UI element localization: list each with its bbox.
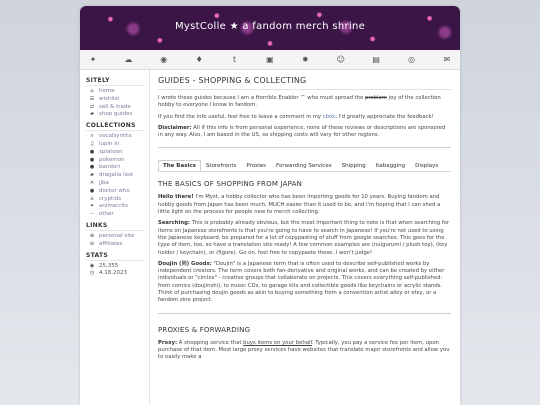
searching-paragraph xyxy=(158,220,451,256)
searching-label: Searching: xyxy=(158,220,191,227)
section-title-basics: THE BASICS OF SHOPPING FROM JAPAN xyxy=(158,180,303,189)
tab-proxies[interactable]: Proxies xyxy=(246,163,267,170)
intro-strike-text: problem xyxy=(365,95,387,101)
tab-the-basics[interactable]: The Basics xyxy=(158,160,201,171)
collection-item-icon: ♫ xyxy=(89,140,95,147)
collection-item-icon: ☠ xyxy=(89,195,95,202)
proxy-paragraph xyxy=(158,340,451,362)
collection-item-cryptids[interactable] xyxy=(86,196,149,204)
sidebar-heading-sitely: SITELY xyxy=(86,77,144,86)
intro-text-end: joy of the collection hobby to everyone I know in fandom. xyxy=(158,95,441,109)
sidebar-collections-list xyxy=(86,133,149,219)
collection-item-icon: ▰ xyxy=(90,172,94,179)
collection-item-icon: ✦ xyxy=(89,203,95,210)
link-item-label[interactable]: affiliates xyxy=(99,240,123,247)
hello-paragraph xyxy=(158,194,451,216)
collection-item-dragalia-lost[interactable] xyxy=(86,172,149,180)
main-content xyxy=(150,70,460,405)
stat-item-label: 4.18.2023 xyxy=(99,270,127,277)
collection-item-label[interactable]: vocalsynths xyxy=(99,133,132,140)
doujin-paragraph xyxy=(158,261,451,305)
feedback-text: If you find the info useful, feel free to leave a comment in my xyxy=(158,113,323,120)
sidebar-heading-collections: COLLECTIONS xyxy=(86,122,144,131)
collection-item-icon: ● xyxy=(89,148,95,155)
sidebar-item-label[interactable]: wishlist xyxy=(99,95,120,102)
collection-item-label[interactable]: dragalia lost xyxy=(99,172,134,179)
sidebar-item-icon: ⇄ xyxy=(89,103,95,110)
hello-label: Hello there! xyxy=(158,194,194,201)
section-title-proxies: PROXIES & FORWARDING xyxy=(158,325,251,334)
disclaimer-paragraph xyxy=(158,125,451,140)
stat-item-icon: ◷ xyxy=(89,270,95,277)
link-item-icon: ⊖ xyxy=(89,240,95,247)
stat-item-25-355 xyxy=(86,263,149,271)
searching-text: This is probably already obvious, but the most important thing to note is that when searching for items on Japanese storefronts is that you're going to have to search in Japanese! If you're not used to using the Japanese keyboard, be prepared for a lot of copypasting of stuff from google searches. This goes for the type of item, too, so have a translation site ready! A few common examples are (nuigurumi / plush toy), (key holder / keychain), or (figure). Go on. feel free to copypaste those, I won't judge! xyxy=(158,220,450,256)
sidebar-item-label[interactable]: home xyxy=(99,88,115,94)
hello-text: I'm Myst, a hobby collector who has been importing goods for 10 years. Buying fandom and hobby goods from Japan has been much, MUCH easier than it used to be, and I'm hoping that I can shed a little light on the process for people new to merch collecting. xyxy=(158,194,441,216)
proxy-text-end: . Typically, you pay a service fee per item, upon purchase of that item. Most large proxy services have websites that translate major storefronts and allow you to easily make a xyxy=(158,339,450,361)
proxy-label: Proxy: xyxy=(158,339,178,346)
sidebar-site-list xyxy=(86,88,149,119)
tab-itabagging[interactable]: Itabagging xyxy=(375,163,406,170)
stat-item-icon: ◉ xyxy=(89,262,95,269)
tab-forwarding-services[interactable]: Forwarding Services xyxy=(276,163,332,170)
sidebar-item-sell-trade[interactable] xyxy=(86,104,149,112)
divider xyxy=(158,313,451,314)
collection-item-animecrits[interactable] xyxy=(86,203,149,211)
ghost-icon[interactable]: ☁ xyxy=(124,54,133,64)
sidebar-links-list xyxy=(86,233,149,249)
twitter-icon[interactable]: ♦ xyxy=(195,54,203,64)
cohost-icon[interactable]: ✸ xyxy=(301,54,309,64)
collection-item-icon: ● xyxy=(89,156,95,163)
collection-item-icon: ··· xyxy=(89,211,95,218)
tab-storefronts[interactable]: Storefronts xyxy=(205,163,237,170)
collection-item-jjba[interactable] xyxy=(86,180,149,188)
sidebar-item-shop-guides[interactable] xyxy=(86,111,149,119)
collection-item-doctor-who[interactable] xyxy=(86,188,149,196)
guide-tabs xyxy=(158,160,451,172)
sidebar-heading-stats: STATS xyxy=(86,252,144,261)
collection-item-label[interactable]: splatoon xyxy=(99,148,123,155)
collection-item-icon: ● xyxy=(89,187,95,194)
twitch-icon[interactable]: ▤ xyxy=(372,54,380,64)
site-container xyxy=(80,6,460,405)
sidebar-item-icon: ▰ xyxy=(90,111,94,118)
doujin-label: Doujin (同) Goods: xyxy=(158,260,212,267)
collection-item-splatoon[interactable] xyxy=(86,149,149,157)
sidebar-item-home[interactable] xyxy=(86,88,149,96)
feedback-paragraph xyxy=(158,114,451,121)
link-item-affiliates[interactable] xyxy=(86,241,149,249)
dragon-icon[interactable]: ✦ xyxy=(89,54,97,64)
sidebar-item-label[interactable]: shop guides xyxy=(99,111,133,118)
collection-item-label[interactable]: doctor who xyxy=(99,187,130,194)
link-item-icon: ⊕ xyxy=(89,232,95,239)
tumblr-icon[interactable]: t xyxy=(232,54,237,64)
disclaimer-text: All if this info is from personal experience, none of these reviews or descriptions are sponsored in any way. Also, I am based in the US, so shipping costs will vary for other regions. xyxy=(158,124,446,139)
collection-item-vocalsynths[interactable] xyxy=(86,133,149,141)
site-banner xyxy=(80,6,460,50)
collection-item-bandori[interactable] xyxy=(86,164,149,172)
collection-item-label[interactable]: bandori xyxy=(99,164,120,171)
proxy-underlined-text: buys items on your behalf xyxy=(243,339,312,346)
intro-paragraph xyxy=(158,95,451,110)
instagram-icon[interactable]: ◎ xyxy=(408,54,415,64)
tab-shipping[interactable]: Shipping xyxy=(341,163,366,170)
link-item-personal-site[interactable] xyxy=(86,233,149,241)
sidebar-item-wishlist[interactable] xyxy=(86,96,149,104)
collection-item-label[interactable]: other xyxy=(99,211,114,218)
collection-item-lupin-iii[interactable] xyxy=(86,141,149,149)
tab-displays[interactable]: Displays xyxy=(415,163,439,170)
spacehey-icon[interactable]: ☺ xyxy=(336,54,345,64)
feedback-text-end: , I'd greatly appreciate the feedback! xyxy=(335,113,434,120)
page-title: GUIDES - SHOPPING & COLLECTING xyxy=(158,76,451,90)
sidebar xyxy=(80,70,150,405)
sidebar-heading-links: LINKS xyxy=(86,222,144,231)
sidebar-item-icon: ⌂ xyxy=(90,88,94,94)
collection-item-icon: ✕ xyxy=(89,179,95,186)
collection-item-label[interactable]: pokemon xyxy=(99,156,125,163)
stat-item-label: 25,355 xyxy=(99,262,119,269)
doujin-text: "Doujin" is a Japanese term that is often used to describe self-published works by independent creators. The term covers both fan-derivative and original works, and can be created by either individuals or "circles" - creative groups that collaborate on projects. This covers everything self-published: from comics (doujinshi), to music CDs, to garage kits and collectible goods like keychains or acrylic stands. Think of purchasing doujin goods as akin to buying something from a convention artist alley or etsy, or a fandom zine project. xyxy=(158,260,445,304)
divider xyxy=(158,147,451,148)
collection-item-label[interactable]: lupin iii xyxy=(99,140,119,147)
mastodon-icon[interactable]: ▣ xyxy=(266,54,274,64)
collection-item-other[interactable] xyxy=(86,211,149,219)
collection-item-label[interactable]: jjba xyxy=(99,179,109,186)
intro-text: I wrote these guides because I am a Horrible Enabler ™ who must spread the xyxy=(158,95,366,101)
collection-item-label[interactable]: cryptids xyxy=(99,195,122,202)
collection-item-icon: ● xyxy=(89,164,95,171)
sidebar-item-icon: ☰ xyxy=(89,95,95,102)
social-icon-bar xyxy=(80,50,460,70)
cbox-link[interactable]: cbox xyxy=(322,113,336,120)
sidebar-stats-list xyxy=(86,263,149,279)
collection-item-pokemon[interactable] xyxy=(86,157,149,165)
site-title: MystColle ★ a fandom merch shrine xyxy=(174,21,366,32)
sidebar-item-label[interactable]: sell & trade xyxy=(99,103,131,110)
link-item-label[interactable]: personal site xyxy=(99,232,135,239)
stat-item-4-18-2023 xyxy=(86,270,149,278)
rss-icon[interactable]: ◉ xyxy=(160,54,168,64)
mail-icon[interactable]: ✉ xyxy=(443,54,451,64)
collection-item-label[interactable]: animecrits xyxy=(99,203,128,210)
collection-item-icon: ∩ xyxy=(90,133,94,140)
proxy-text: A shopping service that xyxy=(177,339,244,346)
disclaimer-label: Disclaimer: xyxy=(158,124,192,131)
